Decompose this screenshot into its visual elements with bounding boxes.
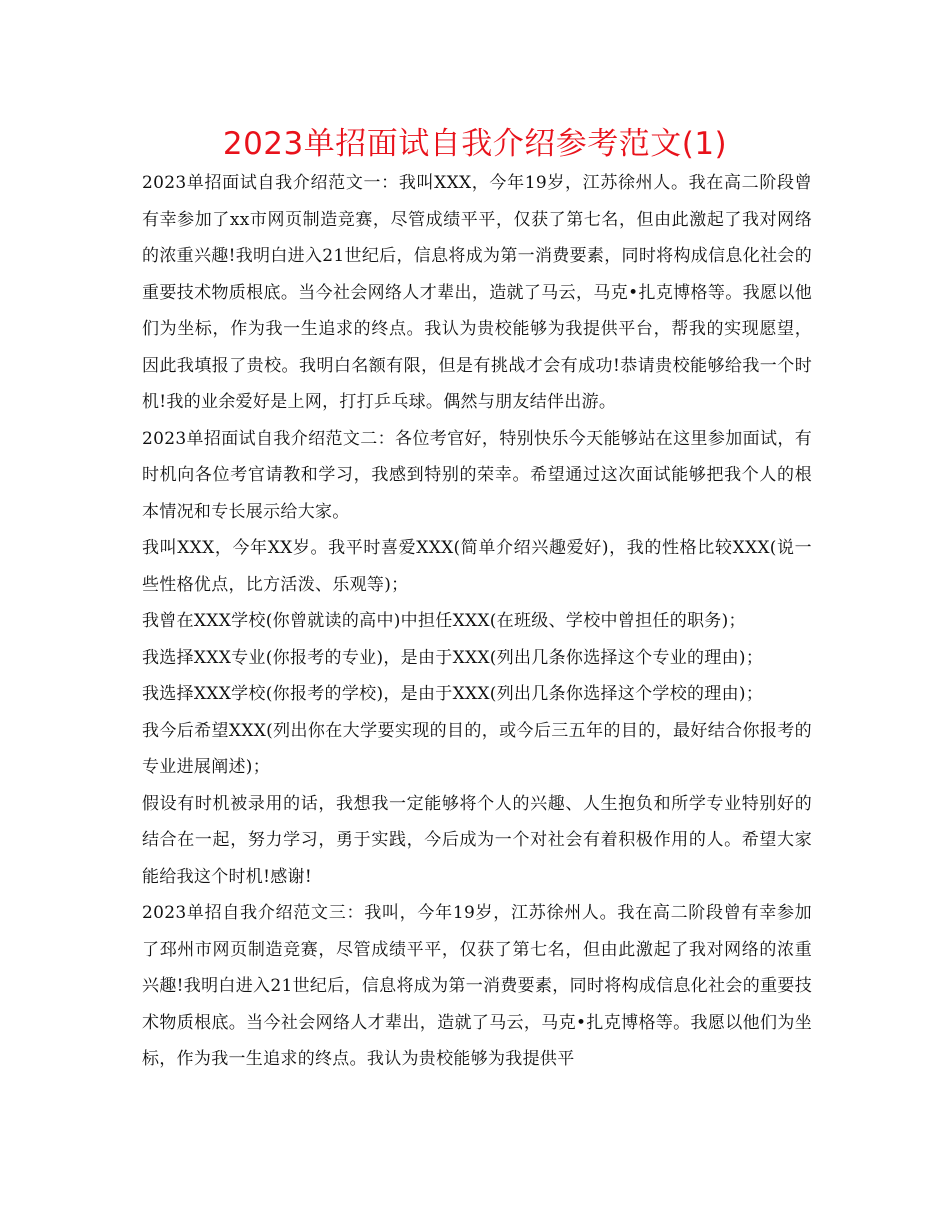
paragraph-sample-one: 2023单招面试自我介绍范文一：我叫XXX，今年19岁，江苏徐州人。我在高二阶段曾有幸参加了xx市网页制造竞赛，尽管成绩平平，仅获了第七名，但由此激起了我对网络的浓重兴趣!我明白进入21世纪后，信息将成为第一消费要素，同时将构成信息化社会的重要技术物质根底。当今社会网络人才辈出，造就了马云，马克•扎克博格等。我愿以他们为坐标，作为我一生追求的终点。我认为贵校能够为我提供平台，帮我的实现愿望，因此我填报了贵校。我明白名额有限，但是有挑战才会有成功!恭请贵校能够给我一个时机!我的业余爱好是上网，打打乒乓球。偶然与朋友结伴出游。 bbox=[142, 173, 812, 412]
paragraph-name-age: 我叫XXX，今年XX岁。我平时喜爱XXX(简单介绍兴趣爱好)，我的性格比较XXX(说一些性格优点，比方活泼、乐观等)； bbox=[142, 538, 812, 595]
document-body bbox=[142, 165, 812, 1078]
document-title: 2023单招面试自我介绍参考范文(1) bbox=[222, 126, 728, 162]
paragraph-sample-two: 2023单招面试自我介绍范文二：各位考官好，特别快乐今天能够站在这里参加面试，有时机向各位考官请教和学习，我感到特别的荣幸。希望通过这次面试能够把我个人的根本情况和专长展示给大家。 bbox=[142, 428, 812, 522]
paragraph-school-choice: 我选择XXX学校(你报考的学校)，是由于XXX(列出几条你选择这个学校的理由)； bbox=[142, 684, 764, 704]
paragraph-sample-three: 2023单招自我介绍范文三：我叫，今年19岁，江苏徐州人。我在高二阶段曾有幸参加了邳州市网页制造竞赛，尽管成绩平平，仅获了第七名，但由此激起了我对网络的浓重兴趣!我明白进入21世纪后，信息将成为第一消费要素，同时将构成信息化社会的重要技术物质根底。当今社会网络人才辈出，造就了马云，马克•扎克博格等。我愿以他们为坐标，作为我一生追求的终点。我认为贵校能够为我提供平 bbox=[142, 903, 812, 1069]
paragraph-major-choice: 我选择XXX专业(你报考的专业)，是由于XXX(列出几条你选择这个专业的理由)； bbox=[142, 647, 764, 668]
paragraph-future-goal: 我今后希望XXX(列出你在大学要实现的目的，或今后三五年的目的，最好结合你报考的专业进展阐述)； bbox=[142, 720, 812, 777]
paragraph-school-role: 我曾在XXX学校(你曾就读的高中)中担任XXX(在班级、学校中曾担任的职务)； bbox=[142, 611, 746, 631]
paragraph-closing: 假设有时机被录用的话，我想我一定能够将个人的兴趣、人生抱负和所学专业特别好的结合在一起，努力学习，勇于实践，今后成为一个对社会有着积极作用的人。希望大家能给我这个时机!感谢! bbox=[142, 793, 812, 887]
